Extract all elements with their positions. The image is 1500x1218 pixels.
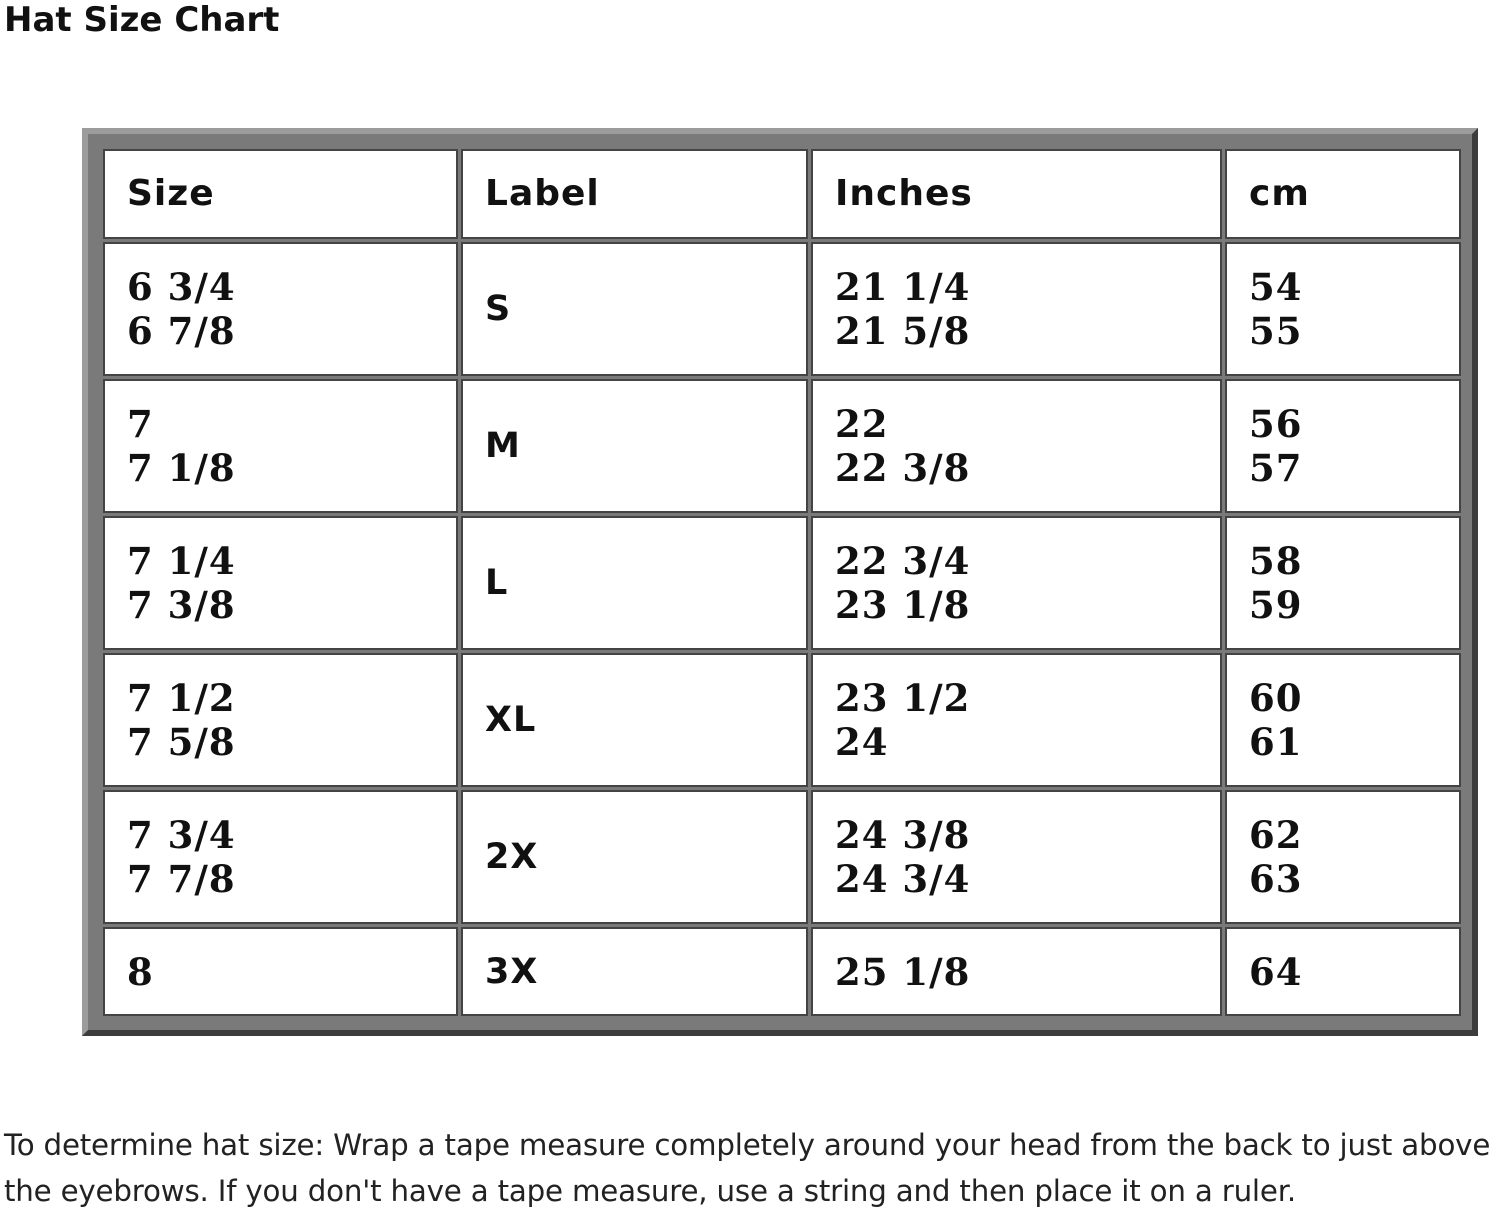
cm-value: 64 bbox=[1249, 949, 1303, 994]
cm-value: 60 bbox=[1249, 676, 1303, 720]
inches-value: 24 bbox=[835, 720, 889, 764]
label-cell: XL bbox=[461, 653, 808, 787]
size-value: 6 7/8 bbox=[127, 309, 236, 353]
size-value: 7 1/8 bbox=[127, 446, 236, 490]
size-value: 6 3/4 bbox=[127, 265, 236, 309]
size-cell bbox=[103, 653, 458, 787]
size-table-frame bbox=[82, 128, 1478, 1036]
inches-value: 21 1/4 bbox=[835, 265, 971, 309]
inches-value: 23 1/2 bbox=[835, 676, 971, 720]
cm-value: 57 bbox=[1249, 446, 1303, 490]
cm-cell bbox=[1225, 242, 1461, 376]
size-cell bbox=[103, 516, 458, 650]
page-title: Hat Size Chart bbox=[4, 0, 280, 40]
inches-value: 22 bbox=[835, 402, 889, 446]
inches-value: 23 1/8 bbox=[835, 583, 971, 627]
table-row bbox=[103, 242, 1461, 376]
inches-value: 24 3/4 bbox=[835, 857, 971, 901]
header-label: Label bbox=[461, 149, 808, 239]
size-value: 7 bbox=[127, 402, 154, 446]
inches-value: 22 3/4 bbox=[835, 539, 971, 583]
size-cell bbox=[103, 790, 458, 924]
cm-cell bbox=[1225, 653, 1461, 787]
cm-cell bbox=[1225, 790, 1461, 924]
inches-cell bbox=[811, 242, 1222, 376]
size-cell bbox=[103, 379, 458, 513]
inches-value: 21 5/8 bbox=[835, 309, 971, 353]
header-size: Size bbox=[103, 149, 458, 239]
cm-value: 59 bbox=[1249, 583, 1303, 627]
size-value: 7 7/8 bbox=[127, 857, 236, 901]
inches-cell bbox=[811, 790, 1222, 924]
size-value: 7 3/8 bbox=[127, 583, 236, 627]
inches-value: 24 3/8 bbox=[835, 813, 971, 857]
cm-value: 56 bbox=[1249, 402, 1303, 446]
table-row bbox=[103, 927, 1461, 1016]
size-value: 7 5/8 bbox=[127, 720, 236, 764]
cm-value: 54 bbox=[1249, 265, 1303, 309]
inches-cell bbox=[811, 379, 1222, 513]
inches-cell bbox=[811, 653, 1222, 787]
inches-cell bbox=[811, 927, 1222, 1016]
cm-cell bbox=[1225, 927, 1461, 1016]
size-value: 7 3/4 bbox=[127, 813, 236, 857]
size-value: 8 bbox=[127, 949, 154, 994]
size-cell bbox=[103, 927, 458, 1016]
header-cm: cm bbox=[1225, 149, 1461, 239]
cm-value: 61 bbox=[1249, 720, 1303, 764]
cm-value: 58 bbox=[1249, 539, 1303, 583]
cm-value: 55 bbox=[1249, 309, 1303, 353]
inches-value: 22 3/8 bbox=[835, 446, 971, 490]
label-cell: 3X bbox=[461, 927, 808, 1016]
measuring-instructions: To determine hat size: Wrap a tape measure completely around your head from the back to just above the eyebrows. If you don't have a tape measure, use a string and then place it on a ruler. bbox=[4, 1128, 1491, 1208]
cm-cell bbox=[1225, 379, 1461, 513]
table-row bbox=[103, 653, 1461, 787]
label-cell: L bbox=[461, 516, 808, 650]
inches-cell bbox=[811, 516, 1222, 650]
table-row bbox=[103, 379, 1461, 513]
size-value: 7 1/2 bbox=[127, 676, 236, 720]
hat-size-table bbox=[100, 146, 1464, 1019]
size-cell bbox=[103, 242, 458, 376]
label-cell: 2X bbox=[461, 790, 808, 924]
label-cell: M bbox=[461, 379, 808, 513]
cm-value: 62 bbox=[1249, 813, 1303, 857]
table-header-row bbox=[103, 149, 1461, 239]
table-row bbox=[103, 516, 1461, 650]
size-value: 7 1/4 bbox=[127, 539, 236, 583]
cm-cell bbox=[1225, 516, 1461, 650]
table-row bbox=[103, 790, 1461, 924]
inches-value: 25 1/8 bbox=[835, 949, 971, 994]
cm-value: 63 bbox=[1249, 857, 1303, 901]
header-inches: Inches bbox=[811, 149, 1222, 239]
label-cell: S bbox=[461, 242, 808, 376]
